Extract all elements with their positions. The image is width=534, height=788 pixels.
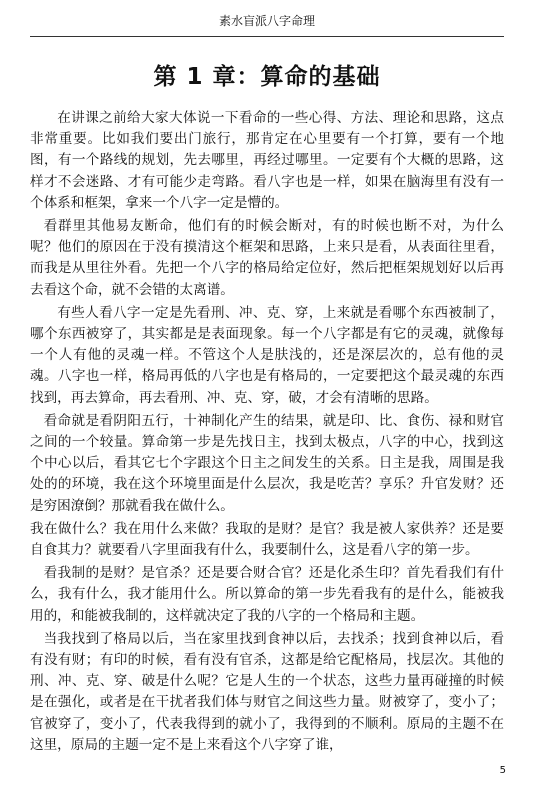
paragraph: 在讲课之前给大家大体说一下看命的一些心得、方法、理论和思路，这点非常重要。比如我们要出门旅行，那肯定在心里要有一个打算，要有一个地图，有一个路线的规划，先去哪里，再经过哪里。一定要有个大概的思路，这样才不会迷路、才有可能少走弯路。看八字也是一样，如果在脑海里有没有一个体系和框架，拿来一个八字一定是懵的。 (30, 110, 504, 211)
book-title: 素水盲派八字命理 (218, 14, 315, 28)
body-text (30, 108, 504, 758)
paragraph: 我在做什么？我在用什么来做？我取的是财？是官？我是被人家供养？还是要自食其力？就要看八字里面我有什么，我要制什么，这是看八字的第一步。 (30, 520, 504, 559)
paragraph: 看群里其他易友断命，他们有的时候会断对，有的时候也断不对，为什么呢？他们的原因在于没有摸清这个框架和思路，上来只是看，从表面往里看，而我是从里往外看。先把一个八字的格局给定位好，然后把框架规划好以后再去看这个命，就不会错的太离谱。 (30, 218, 504, 298)
paragraph: 当我找到了格局以后，当在家里找到食神以后，去找杀；找到食神以后，看有没有财；有印的时候，看有没有官杀，这都是给它配格局，找层次。其他的刑、冲、克、穿、破是什么呢？它是人生的一个状态，这些力量再碰撞的时候是在强化，或者是在干扰者我们体与财官之间这些力量。财被穿了，变小了；官被穿了，变小了，代表我得到的就小了，我得到的不顺利。原局的主题不在这里，原局的主题一定不是上来看这个八字穿了谁， (30, 630, 504, 753)
chapter-title: 第 1 章：算命的基础 (153, 64, 381, 90)
paragraph: 看我制的是财？是官杀？还是要合财合官？还是化杀生印？首先看我们有什么，我有什么，我才能用什么。所以算命的第一步先看我有的是什么，能被我用的，和能被我制的，这样就决定了我的八字的一个格局和主题。 (30, 565, 504, 624)
running-header (30, 12, 504, 37)
paragraph: 有些人看八字一定是先看刑、冲、克、穿，上来就是看哪个东西被制了，哪个东西被穿了，其实都是是表面现象。每一个八字都是有它的灵魂，就像每一个人有他的灵魂一样。不管这个人是肤浅的，还是深层次的，总有他的灵魂。八字也一样，格局再低的八字也是有格局的，一定要把这个最灵魂的东西找到，再去算命，再去看刑、冲、克、穿，破，才会有清晰的思路。 (30, 304, 504, 406)
paragraph: 看命就是看阴阳五行，十神制化产生的结果，就是印、比、食伤、禄和财官之间的一个较量。算命第一步是先找日主，找到太极点，八字的中心，找到这个中心以后，看其它七个字跟这个日主之间发生的关系。日主是我，周围是我处的的环境，我在这个环境里面是什么层次，我是吃苦？享乐？升官发财？还是穷困潦倒？那就看我在做什么。 (30, 412, 504, 514)
page-number: 5 (499, 765, 506, 776)
